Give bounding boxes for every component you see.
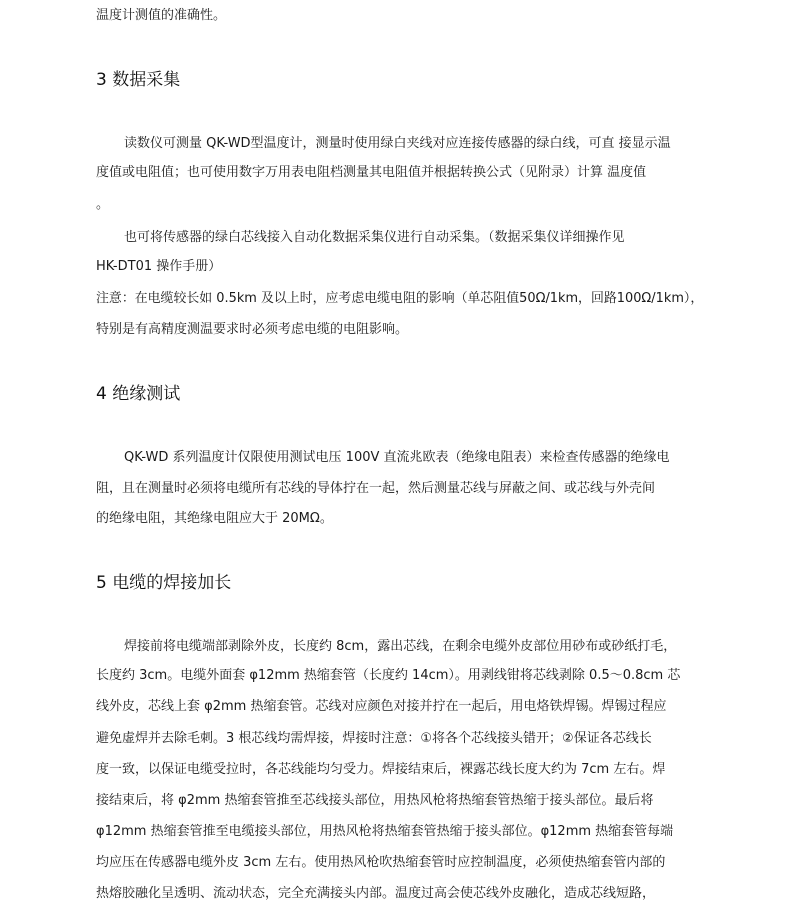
paragraph-line: 焊接前将电缆端部剥除外皮，长度约 8cm，露出芯线，在剩余电缆外皮部位用砂布或砂纸打毛，: [124, 639, 677, 654]
paragraph-line: 的绝缘电阻，其绝缘电阻应大于 20MΩ。: [96, 511, 333, 526]
paragraph-line: 度值或电阻值；也可使用数字万用表电阻档测量其电阻值并根据转换公式（见附录）计算 温度值: [96, 165, 647, 180]
paragraph-line: 。: [96, 197, 110, 212]
heading-data-acquisition: 3 数据采集: [96, 70, 181, 90]
heading-cable-welding: 5 电缆的焊接加长: [96, 573, 232, 593]
note-line: 特别是有高精度测温要求时必须考虑电缆的电阻影响。: [96, 322, 409, 337]
paragraph-line: 度一致，以保证电缆受拉时，各芯线能均匀受力。焊接结束后，裸露芯线长度大约为 7cm 左右。焊: [96, 762, 666, 777]
paragraph-line: 避免虚焊并去除毛刺。3 根芯线均需焊接，焊接时注意：①将各个芯线接头错开；②保证各芯线长: [96, 731, 652, 746]
intro-tail: 温度计测值的准确性。: [96, 8, 227, 23]
note-line: 注意：在电缆较长如 0.5km 及以上时，应考虑电缆电阻的影响（单芯阻值50Ω/1km，回路100Ω/1km），: [96, 291, 704, 306]
paragraph-line: 也可将传感器的绿白芯线接入自动化数据采集仪进行自动采集。（数据采集仪详细操作见: [124, 230, 625, 245]
paragraph-line: 阻，且在测量时必须将电缆所有芯线的导体拧在一起，然后测量芯线与屏蔽之间、或芯线与外壳间: [96, 481, 656, 496]
paragraph-line: φ12mm 热缩套管推至电缆接头部位，用热风枪将热缩套管热缩于接头部位。φ12mm 热缩套管每端: [96, 824, 674, 839]
paragraph-line: QK-WD 系列温度计仅限使用测试电压 100V 直流兆欧表（绝缘电阻表）来检查传感器的绝缘电: [124, 450, 670, 465]
heading-insulation-test: 4 绝缘测试: [96, 384, 181, 404]
paragraph-line: HK-DT01 操作手册）: [96, 259, 222, 274]
paragraph-line: 长度约 3cm。电缆外面套 φ12mm 热缩套管（长度约 14cm）。用剥线钳将芯线剥除 0.5～0.8cm 芯: [96, 668, 681, 683]
paragraph-line: 接结束后，将 φ2mm 热缩套管推至芯线接头部位，用热风枪将热缩套管热缩于接头部位。最后将: [96, 793, 654, 808]
paragraph-line: 均应压在传感器电缆外皮 3cm 左右。使用热风枪吹热缩套管时应控制温度，必须使热缩套管内部的: [96, 855, 666, 870]
paragraph-line: 线外皮，芯线上套 φ2mm 热缩套管。芯线对应颜色对接并拧在一起后，用电烙铁焊锡。焊锡过程应: [96, 699, 667, 714]
paragraph-line: 热熔胶融化呈透明、流动状态，完全充满接头内部。温度过高会使芯线外皮融化，造成芯线短路，: [96, 886, 656, 901]
paragraph-line: 读数仪可测量 QK-WD型温度计，测量时使用绿白夹线对应连接传感器的绿白线，可直 接显示温: [124, 136, 671, 151]
